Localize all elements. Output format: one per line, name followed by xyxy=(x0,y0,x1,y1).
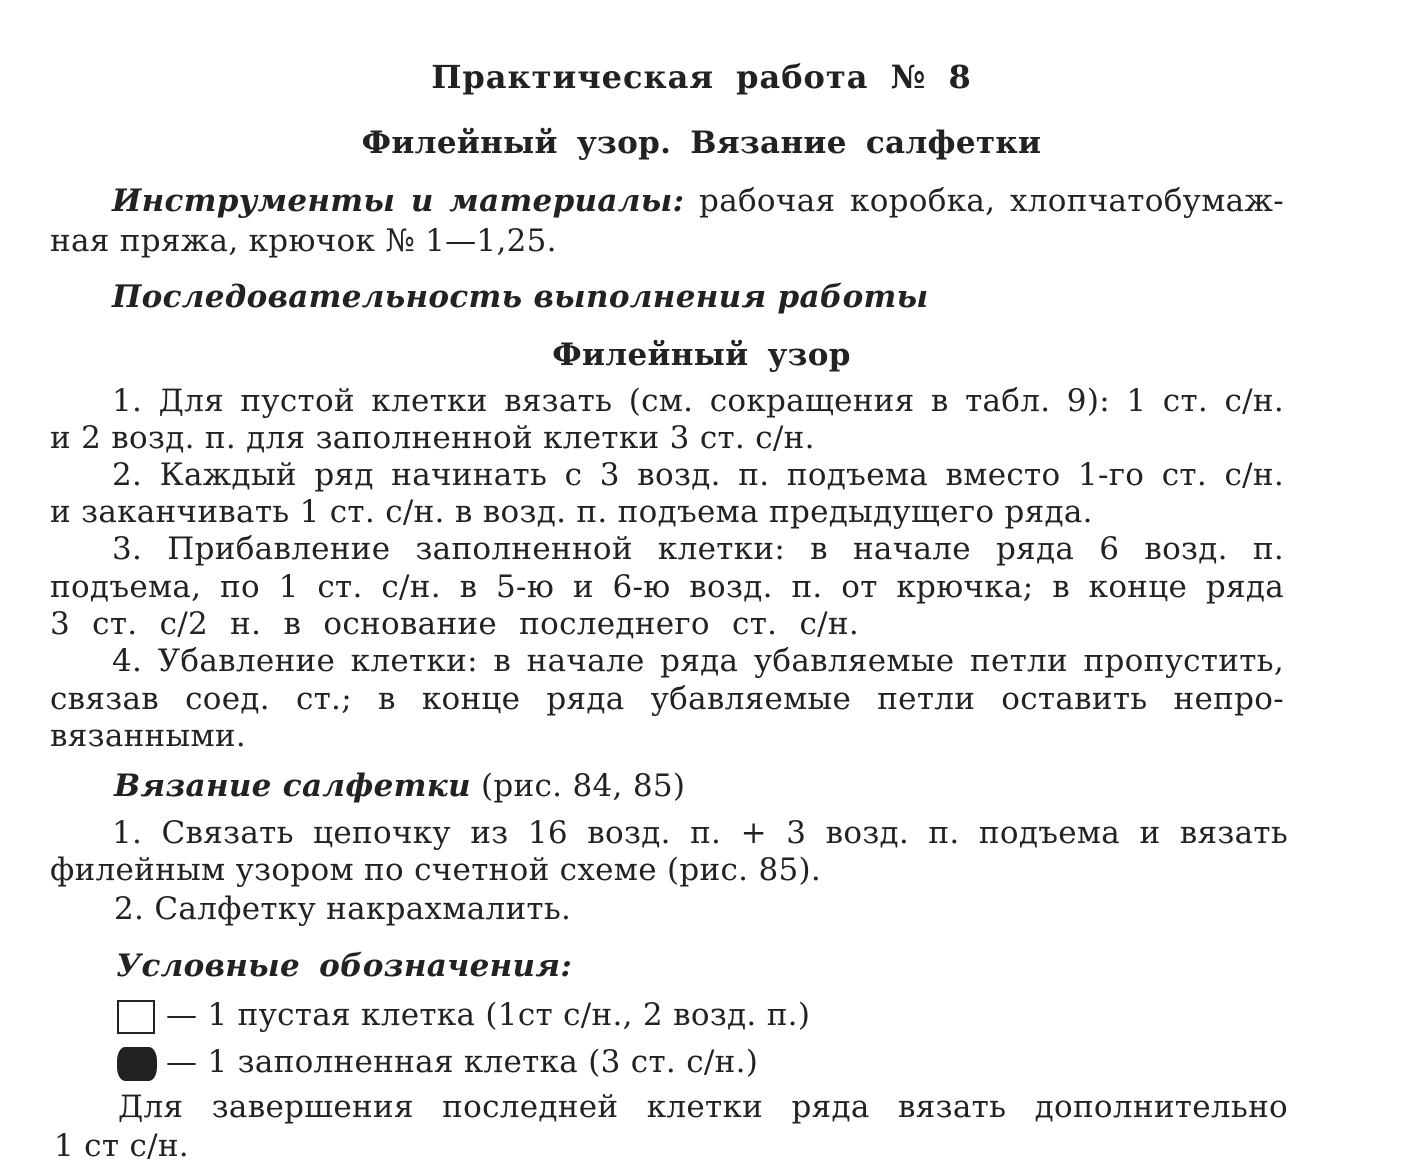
filet-step-line: подъема, по 1 ст. с/н. в 5-ю и 6-ю возд. п. от крючка; в конце ряда xyxy=(50,569,1284,605)
filet-step-line: и заканчивать 1 ст. с/н. в возд. п. подъема предыдущего ряда. xyxy=(50,494,1093,530)
page-subtitle: Филейный узор. Вязание салфетки xyxy=(361,125,1042,161)
legend-final-line: 1 ст с/н. xyxy=(54,1128,189,1164)
napkin-step-line: филейным узором по счетной схеме (рис. 85). xyxy=(50,852,822,888)
filet-step-line: вязанными. xyxy=(50,718,247,754)
napkin-ref: (рис. 84, 85) xyxy=(481,768,686,804)
filet-step-line: 1. Для пустой клетки вязать (см. сокращения в табл. 9): 1 ст. с/н. xyxy=(112,383,1284,419)
empty-cell-icon xyxy=(117,1000,155,1034)
napkin-step-line: 2. Салфетку накрахмалить. xyxy=(114,891,572,927)
filet-heading: Филейный узор xyxy=(552,337,851,373)
filet-step-line: и 2 возд. п. для заполненной клетки 3 ст. с/н. xyxy=(50,420,815,456)
napkin-label: Вязание салфетки xyxy=(114,768,471,804)
filet-step-line: связав соед. ст.; в конце ряда убавляемые петли оставить непро- xyxy=(50,681,1284,717)
filet-step-line: 4. Убавление клетки: в начале ряда убавляемые петли пропустить, xyxy=(112,643,1284,679)
filet-step-line: 3. Прибавление заполненной клетки: в начале ряда 6 возд. п. xyxy=(112,531,1284,567)
filled-cell-icon xyxy=(117,1047,157,1081)
materials-line-1 xyxy=(112,182,1284,220)
filet-step-line: 3 ст. с/2 н. в основание последнего ст. с/н. xyxy=(50,606,859,642)
legend-final-line: Для завершения последней клетки ряда вязать дополнительно xyxy=(118,1089,1288,1125)
page-title: Практическая работа № 8 xyxy=(431,58,972,96)
filet-step-line: 2. Каждый ряд начинать с 3 возд. п. подъема вместо 1-го ст. с/н. xyxy=(112,457,1284,493)
legend-empty-text: — 1 пустая клетка (1ст с/н., 2 возд. п.) xyxy=(166,997,811,1033)
legend-heading: Условные обозначения: xyxy=(116,948,573,984)
legend-filled-text: — 1 заполненная клетка (3 ст. с/н.) xyxy=(166,1044,759,1080)
napkin-heading xyxy=(114,767,685,805)
napkin-step-line: 1. Связать цепочку из 16 возд. п. + 3 возд. п. подъема и вязать xyxy=(112,815,1288,851)
materials-line-2: ная пряжа, крючок № 1—1,25. xyxy=(50,223,557,259)
materials-label: Инструменты и материалы: xyxy=(112,183,685,219)
materials-text: рабочая коробка, хлопчатобумаж- xyxy=(699,183,1284,219)
sequence-heading: Последовательность выполнения работы xyxy=(112,279,929,315)
